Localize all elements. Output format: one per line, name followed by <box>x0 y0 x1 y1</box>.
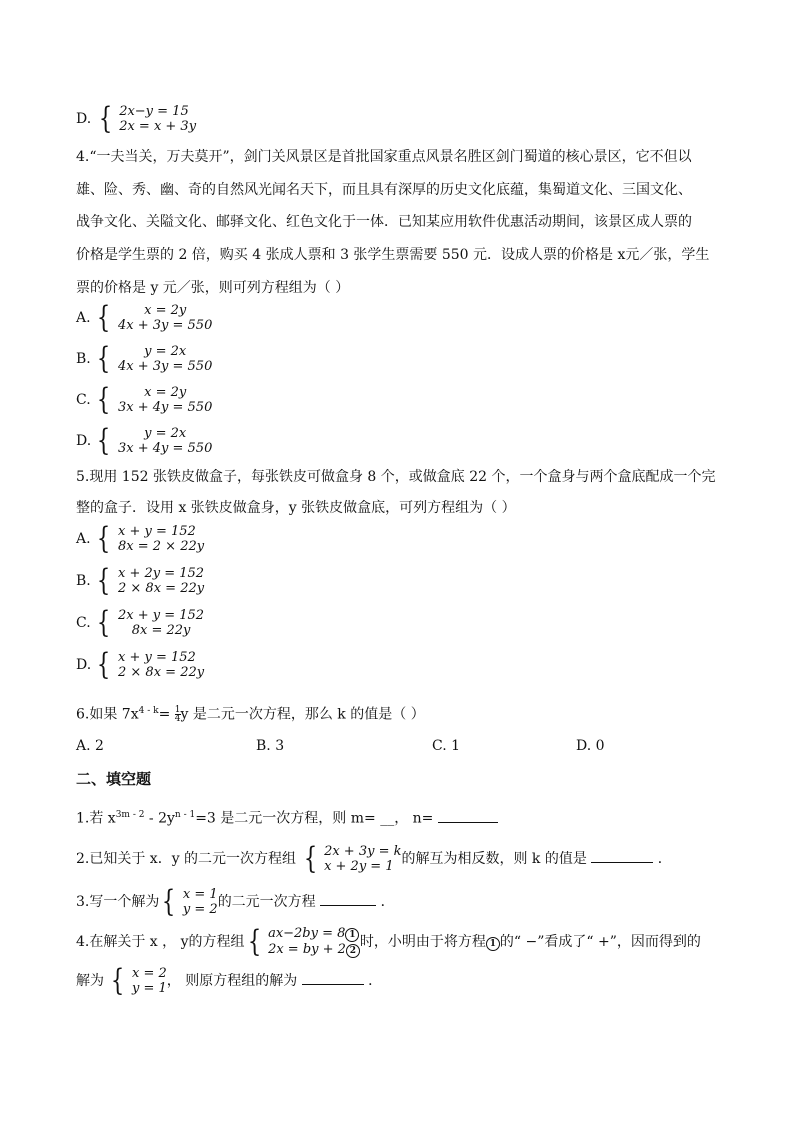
f1-exponent-1: 3m - 2 <box>115 810 145 820</box>
equation-system <box>245 926 360 958</box>
equation-system <box>94 647 205 682</box>
brace-icon: { <box>97 647 111 682</box>
equation-system <box>301 841 402 876</box>
equation: y = 1 <box>132 981 167 996</box>
equation: 2 × 8x = 22y <box>118 665 205 680</box>
brace-icon: { <box>111 963 125 998</box>
q4-option-a[interactable] <box>76 300 213 335</box>
q5-stem-line: 5.现用 152 张铁皮做盒子，每张铁皮可做盒身 8 个，或做盒底 22 个，一个盒身与两个盒底配成一个完 <box>76 469 716 485</box>
q4-stem-line: 4.“一夫当关，万夫莫开”，剑门关风景区是首批国家重点风景名胜区剑门蜀道的核心景区，它不但以 <box>76 149 692 165</box>
equation: 4x + 3y = 550 <box>118 359 213 374</box>
fill-q4: 4.在解关于 x ， y的方程组{ ax−2by = 8 1 2x = by + 2 2 时，小明由于将方程 1 的“ −”看成了“ +”，因而得到的 <box>76 924 701 959</box>
equation-system <box>159 884 218 919</box>
option-label: C. <box>76 392 91 408</box>
option-label: B. <box>76 351 91 367</box>
equation-system <box>94 521 205 556</box>
equation: x = 2y <box>144 385 187 400</box>
q4-stem-line: 战争文化、关隘文化、邮驿文化、红色文化于一体．已知某应用软件优惠活动期间，该景区成人票的 <box>76 214 692 230</box>
fill-q1: 1.若 $x^{3m - 2} - 2y^{n - 1}=3$ 是二元一次方程，则 m= __， n= <box>76 805 498 829</box>
q6-option-c[interactable]: C. 1 <box>432 738 461 754</box>
q6-option-d[interactable]: D. 0 <box>576 738 605 754</box>
q6-fraction: $\frac{1}{4}$ <box>174 705 181 725</box>
brace-icon: { <box>97 423 111 458</box>
equation: 2x + 3y = k <box>324 844 402 859</box>
equation: 3x + 4y = 550 <box>118 441 213 456</box>
circled-one-icon: 1 <box>486 937 500 951</box>
brace-icon: { <box>98 101 112 136</box>
option-label: B. <box>76 573 91 589</box>
equation-system <box>94 341 213 376</box>
equation-system <box>94 300 213 335</box>
equation-system <box>94 563 205 598</box>
fill-q2: 2.已知关于 x．y 的二元一次方程组 { 2x + 3y = k x + 2y = 1 的解互为相反数，则 k 的值是 ． <box>76 841 672 876</box>
brace-icon: { <box>97 382 111 417</box>
equation-system <box>94 382 213 417</box>
q6-exponent: 4 - k <box>138 706 159 716</box>
option-label: A. <box>76 310 91 326</box>
equation: 3x + 4y = 550 <box>118 400 213 415</box>
fill-q4-line2: 解为 { x = 2 y = 1 ， 则原方程组的解为 ． <box>76 963 383 998</box>
equation: x = 2y <box>144 303 187 318</box>
equation: x + y = 152 <box>118 524 196 539</box>
q4-option-d[interactable] <box>76 423 213 458</box>
q5-option-b[interactable] <box>76 563 205 598</box>
equation: x + 2y = 152 <box>118 566 205 581</box>
option-label: D. <box>76 657 92 673</box>
q4-stem-line: 雄、险、秀、幽、奇的自然风光闻名天下，而且具有深厚的历史文化底蕴，集蜀道文化、三国文化、 <box>76 182 692 198</box>
q4-option-c[interactable] <box>76 382 213 417</box>
q4-stem-line: 价格是学生票的 2 倍，购买 4 张成人票和 3 张学生票需要 550 元．设成人票的价格是 x元／张，学生 <box>76 247 710 263</box>
equation-system <box>94 423 213 458</box>
q6-equals: = <box>158 706 171 723</box>
q6-stem <box>76 701 425 725</box>
brace-icon: { <box>97 341 111 376</box>
equation: 2 × 8x = 22y <box>118 581 205 596</box>
q5-option-d[interactable] <box>76 647 205 682</box>
q5-option-a[interactable] <box>76 521 205 556</box>
equation: 2x = by + 2 <box>268 942 346 957</box>
equation: x = 2 <box>132 966 167 981</box>
f1-exponent-2: n - 1 <box>174 810 196 820</box>
brace-icon: { <box>97 521 111 556</box>
option-label: D. <box>76 433 92 449</box>
q5-option-c[interactable] <box>76 605 205 640</box>
answer-blank[interactable] <box>438 810 498 823</box>
option-label: A. <box>76 531 91 547</box>
answer-blank[interactable] <box>302 972 364 985</box>
q4-stem-line: 票的价格是 y 元／张，则可列方程组为（ ） <box>76 280 350 296</box>
answer-blank[interactable] <box>320 893 376 906</box>
circled-two-icon: 2 <box>346 944 360 958</box>
equation: y = 2x <box>144 426 187 441</box>
q3-option-d <box>76 101 197 136</box>
option-label: D. <box>76 111 92 127</box>
brace-icon: { <box>97 300 111 335</box>
equation: x = 1 <box>182 887 218 902</box>
equation-system <box>94 605 205 640</box>
equation: x + 2y = 1 <box>324 859 394 874</box>
q6-option-b[interactable]: B. 3 <box>256 738 285 754</box>
equation-system <box>96 101 197 136</box>
q4-option-b[interactable] <box>76 341 213 376</box>
equation: 2x + y = 152 <box>118 608 205 623</box>
brace-icon: { <box>247 924 261 959</box>
equation-system <box>108 963 167 998</box>
equation: 8x = 2 × 22y <box>118 539 205 554</box>
circled-one-icon: 1 <box>345 928 359 942</box>
option-label: C. <box>76 615 91 631</box>
equation: y = 2x <box>144 344 187 359</box>
fill-q3: 3.写一个解为{ x = 1 y = 2 的二元一次方程 ． <box>76 884 395 919</box>
brace-icon: { <box>97 605 111 640</box>
answer-blank[interactable] <box>591 850 653 863</box>
equation: x + y = 152 <box>118 650 196 665</box>
equation: y = 2 <box>182 902 218 917</box>
equation: ax−2by = 8 <box>268 926 346 941</box>
brace-icon: { <box>97 563 111 598</box>
brace-icon: { <box>162 884 176 919</box>
q6-prefix: 6.如果 7x <box>76 706 139 723</box>
q5-stem-line: 整的盒子．设用 x 张铁皮做盒身，y 张铁皮做盒底，可列方程组为（ ） <box>76 500 516 516</box>
q6-suffix: y 是二元一次方程，那么 k 的值是（ ） <box>180 706 425 723</box>
section-title: 二、填空题 <box>76 770 152 788</box>
equation: 8x = 22y <box>131 623 191 638</box>
equation: 2x = x + 3y <box>119 119 197 134</box>
brace-icon: { <box>303 841 317 876</box>
q6-option-a[interactable]: A. 2 <box>76 738 104 754</box>
equation: 2x−y = 15 <box>119 104 189 119</box>
equation: 4x + 3y = 550 <box>118 318 213 333</box>
